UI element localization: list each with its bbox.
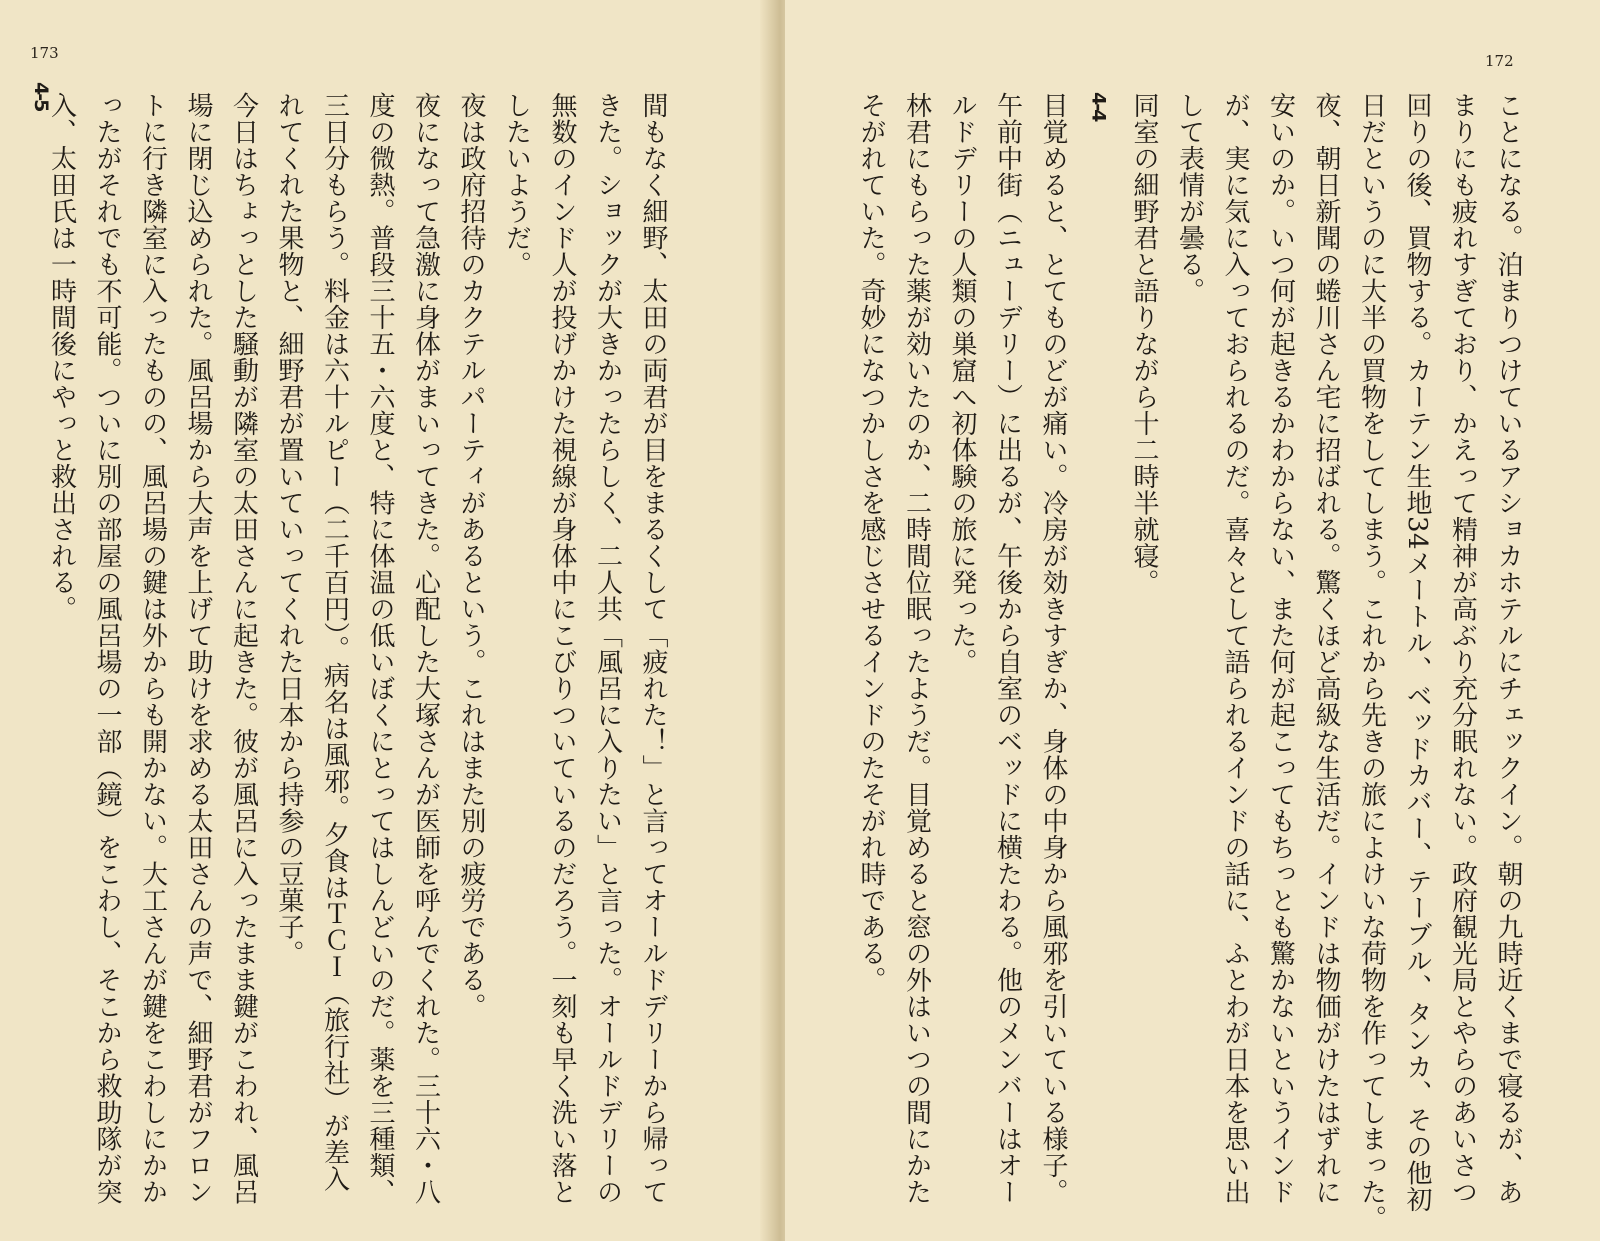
- text-column: まりにも疲れすぎており、かえって精神が高ぶり充分眠れない。政府観光局とやらのあいさつ: [1447, 92, 1478, 1205]
- text-column: が、実に気に入っておられるのだ。喜々として語られるインドの話に、ふとわが日本を思い出: [1220, 92, 1250, 1205]
- text-column: 安いのか。いつ何が起きるかわからない、また何が起こってもちっとも驚かないというインド: [1265, 92, 1296, 1205]
- text-column: 三日分もらう。料金は六十ルピー（二千百円）。病名は風邪。夕食はＴＣＩ（旅行社）が差入: [319, 92, 350, 1192]
- text-column: 午前中街（ニューデリー）に出るが、午後から自室のベッドに横たわる。他のメンバーはオー: [992, 92, 1023, 1205]
- text-column: して表情が曇る。: [1174, 92, 1205, 304]
- section-marker-left: 4-5: [30, 82, 52, 111]
- text-column: したいようだ。: [501, 92, 532, 278]
- text-column: 目覚めると、とてものどが痛い。冷房が効きすぎか、身体の中身から風邪を引いている様子。: [1038, 92, 1068, 1205]
- text-column: 間もなく細野、太田の両君が目をまるくして「疲れた！」と言ってオールドデリーから帰って: [638, 92, 668, 1205]
- text-column: 無数のインド人が投げかけた視線が身体中にこびりついているのだろう。一刻も早く洗い落と: [547, 92, 577, 1205]
- text-column: 回りの後、買物する。カーテン生地34メートル、ベッドカバー、テーブル、タンカ、その他初: [1402, 92, 1432, 1213]
- text-column: トに行き隣室に入ったものの、風呂場の鍵は外からも開かない。大工さんが鍵をこわしにかか: [137, 92, 168, 1205]
- page-number-right: 172: [1485, 52, 1514, 70]
- text-column: 同室の細野君と語りながら十二時半就寝。: [1129, 92, 1159, 596]
- text-column: ったがそれでも不可能。ついに別の部屋の風呂場の一部（鏡）をこわし、そこから救助隊が突: [92, 92, 122, 1205]
- text-column: 林君にもらった薬が効いたのか、二時間位眠ったようだ。目覚めると窓の外はいつの間にかた: [901, 92, 932, 1205]
- left-page-text: [38, 92, 675, 1232]
- text-column: れてくれた果物と、細野君が置いていってくれた日本から持参の豆菓子。: [274, 92, 304, 967]
- left-page: [0, 0, 775, 1241]
- right-page-text: [848, 92, 1531, 1232]
- text-column: ことになる。泊まりつけているアショカホテルにチェックイン。朝の九時近くまで寝るが、あ: [1493, 92, 1523, 1205]
- page-number-left: 173: [30, 44, 59, 62]
- text-column: 夜になって急激に身体がまいってきた。心配した大塚さんが医師を呼んでくれた。三十六・八: [410, 92, 441, 1205]
- text-column: ルドデリーの人類の巣窟へ初体験の旅に発った。: [947, 92, 977, 675]
- section-heading: 4-4: [1087, 92, 1110, 121]
- text-column: 場に閉じ込められた。風呂場から大声を上げて助けを求める太田さんの声で、細野君がフロン: [183, 92, 213, 1205]
- text-column: 今日はちょっとした騒動が隣室の太田さんに起きた。彼が風呂に入ったまま鍵がこわれ、風呂: [228, 92, 259, 1205]
- text-column: 日だというのに大半の買物をしてしまう。これから先きの旅によけいな荷物を作ってしまった。: [1356, 92, 1387, 1232]
- text-column: 夜、朝日新聞の蜷川さん宅に招ばれる。驚くほど高級な生活だ。インドは物価がけたはずれに: [1311, 92, 1341, 1205]
- text-column: 入、太田氏は一時間後にやっと救出される。: [46, 92, 77, 622]
- text-column: 夜は政府招待のカクテルパーティがあるという。これはまた別の疲労である。: [456, 92, 486, 1020]
- text-column: 度の微熱。普段三十五・六度と、特に体温の低いぼくにとってはしんどいのだ。薬を三種類、: [365, 92, 395, 1205]
- text-column: きた。ショックが大きかったらしく、二人共「風呂に入りたい」と言った。オールドデリーの: [592, 92, 623, 1205]
- text-column: そがれていた。奇妙になつかしさを感じさせるインドのたそがれ時である。: [856, 92, 886, 993]
- right-page: [785, 0, 1600, 1241]
